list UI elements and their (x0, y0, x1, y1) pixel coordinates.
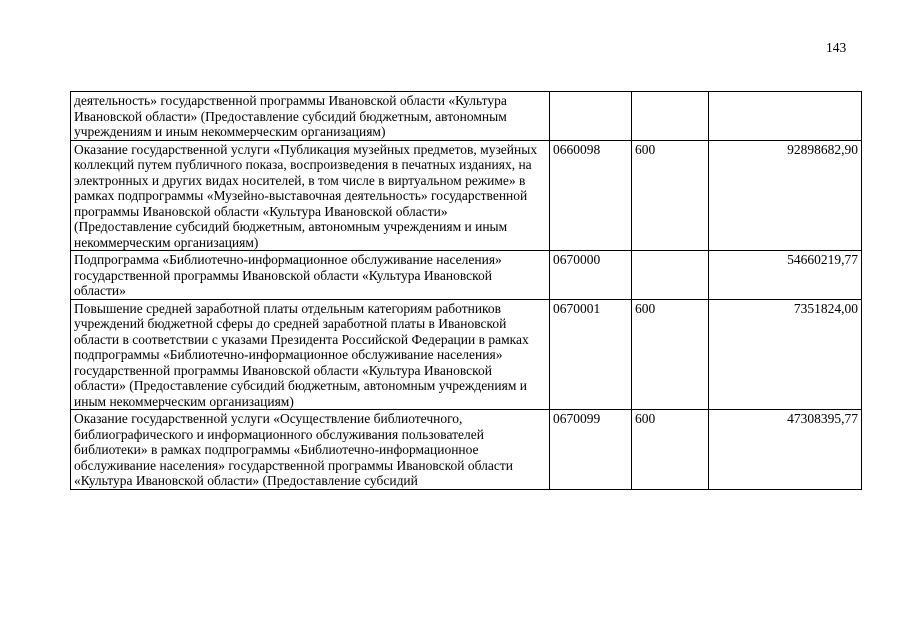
row-sum-cell: 54660219,77 (709, 251, 862, 300)
table-row (71, 299, 862, 410)
row-vr-cell (632, 251, 709, 300)
row-csr-cell: 0670001 (550, 299, 632, 410)
row-csr-cell: 0660098 (550, 140, 632, 251)
table-row (71, 251, 862, 300)
row-csr-cell: 0670000 (550, 251, 632, 300)
page-number: 143 (826, 40, 847, 55)
row-sum-cell: 92898682,90 (709, 140, 862, 251)
table-row (71, 92, 862, 141)
row-vr-cell: 600 (632, 410, 709, 490)
row-sum-cell: 47308395,77 (709, 410, 862, 490)
row-name-cell: деятельность» государственной программы Ивановской области «Культура Ивановской области» (Предоставление субсидий бюджетным, автономным учреждениям и иным некоммерческим организациям) (71, 92, 550, 141)
row-sum-cell: 7351824,00 (709, 299, 862, 410)
row-csr-cell: 0670099 (550, 410, 632, 490)
row-name-cell: Подпрограмма «Библиотечно-информационное обслуживание населения» государственной программы Ивановской области «Культура Ивановской области» (71, 251, 550, 300)
row-csr-cell (550, 92, 632, 141)
row-name-cell: Повышение средней заработной платы отдельным категориям работников учреждений бюджетной сферы до средней заработной платы в Ивановской области в соответствии с указами Президента Российской Федерации в рамках подпрограммы «Библиотечно-информационное обслуживание населения» государственной программы Ивановской области «Культура Ивановской области» (Предоставление субсидий бюджетным, автономным учреждениям и иным некоммерческим организациям) (71, 299, 550, 410)
row-name-cell: Оказание государственной услуги «Публикация музейных предметов, музейных коллекций путем публичного показа, воспроизведения в печатных изданиях, на электронных и других видах носителей, в том числе в виртуальном режиме» в рамках подпрограммы «Музейно-выставочная деятельность» государственной программы Ивановской области «Культура Ивановской области» (Предоставление субсидий бюджетным, автономным учреждениям и иным некоммерческим организациям) (71, 140, 550, 251)
row-vr-cell (632, 92, 709, 141)
row-sum-cell (709, 92, 862, 141)
row-vr-cell: 600 (632, 299, 709, 410)
budget-table (70, 91, 862, 490)
table-row (71, 410, 862, 490)
row-vr-cell: 600 (632, 140, 709, 251)
table-row (71, 140, 862, 251)
row-name-cell: Оказание государственной услуги «Осуществление библиотечного, библиографического и информационного обслуживания пользователей библиотеки» в рамках подпрограммы «Библиотечно-информационное обслуживание населения» государственной программы Ивановской области «Культура Ивановской области» (Предоставление субсидий (71, 410, 550, 490)
